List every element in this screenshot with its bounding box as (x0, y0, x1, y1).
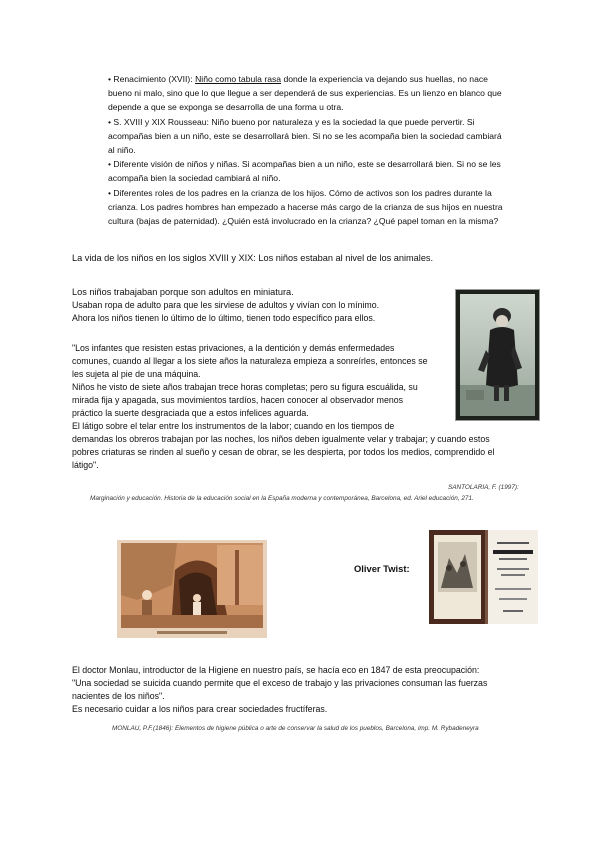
santolaria-quote: "Los infantes que resisten estas privaciones, a la dentición y demás enfermedades comunes, cuando al llegar a los siete años la naturaleza empieza a sonreírles, entonces se les sujeta al pie de una máquina. Niños he visto de siete años trabajan trece horas completas; pero su figura escuálida, su mirada fija y apagada, sus movimientos tardíos, hacen conocer al observador menos práctico la suerte desgraciada que a estos infelices aguarda. El látigo sobre el telar entre los instrumentos de la labor; cuando en los tiempos de demandas los obreros trabajan por las noches, los niños deben igualmente velar y trabajar; y cuando estos pobres criaturas se rinden al sueño y cesan de obrar, se les despierta, por todos los medios, comprendido el látigo". (72, 343, 495, 470)
bullet-line: bueno ni malo, sino que lo que llegue a ser dependerá de sus experiencias. Es un lienzo en blanco que (108, 88, 502, 99)
section-heading: La vida de los niños en los siglos XVIII y XIX: Los niños estaban al nivel de los animales. (72, 253, 434, 263)
bullet-line: acompaña bien la sociedad cambiará al niño. (108, 173, 281, 184)
bullet-line: depende a que se exponga se desarrolla de una forma u otra. (108, 102, 344, 113)
sepia-photo (117, 540, 267, 638)
adults-paragraph: Los niños trabajaban porque son adultos en miniatura. Usaban ropa de adulto para que les sirviese de adultos y vivían con lo mínimo. Ahora los niños tienen lo último de lo último, tienen todo específico para ellos. (72, 287, 380, 323)
bullet-roles-padres: • Diferentes roles de los padres en la crianza de los hijos. Cómo de activos son los padres durante la (108, 187, 492, 198)
bullet-ninos-ninas: • Diferente visión de niños y niñas. Si acompañas bien a un niño, este se desarrollará bien. Si no se les (108, 159, 501, 170)
oliver-twist-book (427, 528, 540, 628)
monlau-reference: MONLAU, P.F.(1846): Elementos de higiene pública o arte de conservar la salud de los pueblos, Barcelona, imp. M. Rybadeneyra (112, 725, 479, 732)
oliver-twist-label: Oliver Twist: (354, 563, 410, 574)
bullet-line: cultura (bajas de paternidad). ¿Quién está involucrado en la crianza? ¿Qué papel toman en la misma? (108, 216, 499, 227)
bullet-list (108, 72, 538, 228)
bullet-line: acompañas bien a un niño, este se desarrollará bien. Si no se les acompaña bien la sociedad cambiará (108, 130, 502, 141)
santolaria-reference-author: SANTOLARIA, F. (1997): (448, 484, 519, 491)
bullet-line: al niño. (108, 145, 136, 156)
monlau-paragraph: El doctor Monlau, introductor de la Higiene en nuestro país, se hacía eco en 1847 de esta preocupación: "Una sociedad se suicida cuando permite que el exceso de trabajo y las privaciones consuman las fuerzas nacientes de los niños". Es necesario cuidar a los niños para crear sociedades fructíferas. (72, 665, 488, 714)
bullet-line: crianza. Los padres hombres han empezado a hacerse más cargo de la crianza de sus hijos en nuestra (108, 201, 503, 212)
santolaria-reference-work: Marginación y educación. Historia de la educación social en la España moderna y contemporánea, Barcelona, ed. Ariel educación, 271. (90, 495, 474, 502)
photo-children-sepia-icon (117, 540, 267, 638)
tabula-rasa-term: Niño como tabula rasa (195, 74, 282, 84)
book-oliver-twist-icon (427, 528, 540, 628)
bullet-renacimiento: • Renacimiento (XVII): Niño como tabula rasa donde la experiencia va dejando sus huellas, no nace (108, 74, 488, 84)
bullet-rousseau: • S. XVIII y XIX Rousseau: Niño bueno por naturaleza y es la sociedad la que puede pervertir. Si (108, 116, 475, 127)
